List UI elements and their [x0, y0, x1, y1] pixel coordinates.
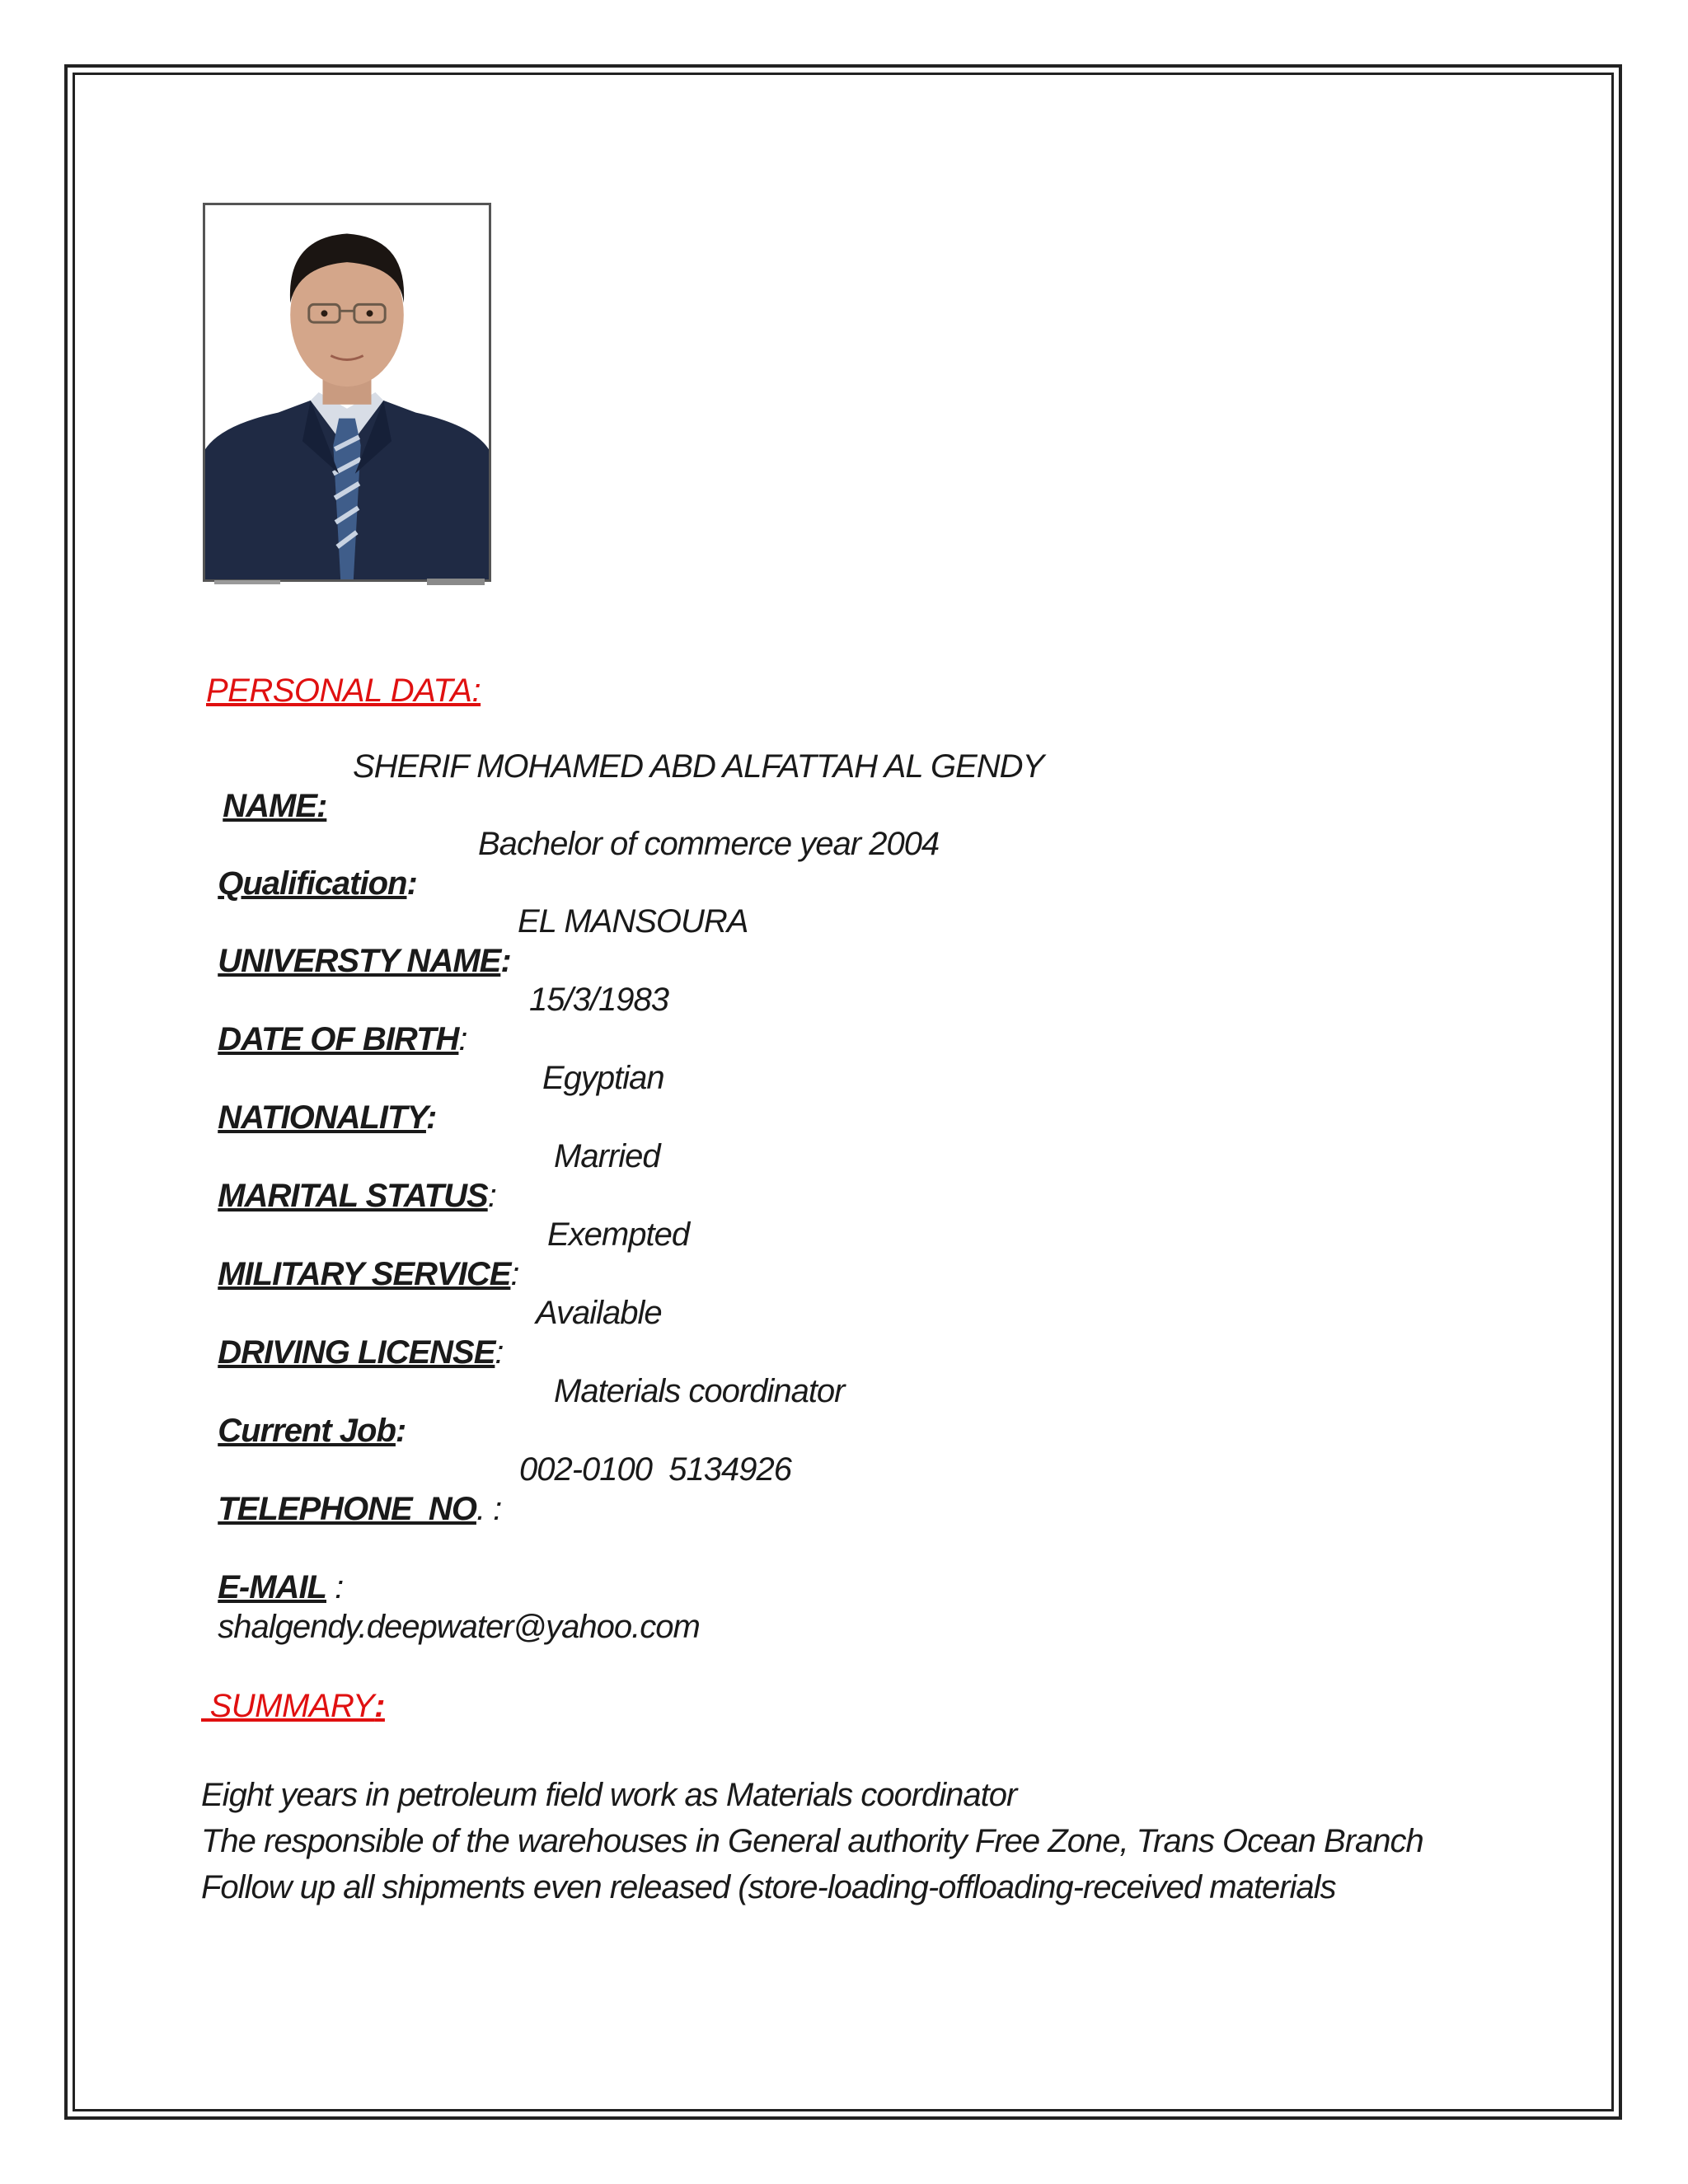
- name-label: NAME:: [223, 788, 327, 824]
- photo-caption-right: [427, 579, 485, 585]
- current-job-value: Materials coordinator: [554, 1373, 845, 1409]
- dob-sep: :: [458, 1021, 467, 1057]
- profile-photo-image: [205, 205, 489, 579]
- summary-heading-text: SUMMARY: [201, 1688, 375, 1724]
- university-value: EL MANSOURA: [518, 903, 748, 940]
- email-value[interactable]: shalgendy.deepwater@yahoo.com: [218, 1609, 700, 1645]
- photo-caption-left: [214, 580, 280, 584]
- telephone-sep: . :: [476, 1491, 502, 1527]
- driving-label: DRIVING LICENSE: [218, 1334, 495, 1371]
- marital-sep: :: [487, 1178, 496, 1214]
- driving-sep: :: [495, 1334, 504, 1371]
- photo-caption-marks: [206, 577, 495, 588]
- qualification-sep: :: [406, 865, 417, 902]
- qualification-label: Qualification: [218, 865, 407, 902]
- university-sep: :: [500, 943, 511, 979]
- profile-photo: [203, 203, 491, 582]
- summary-text: [201, 1772, 1423, 1910]
- telephone-label: TELEPHONE NO: [218, 1491, 476, 1527]
- dob-label: DATE OF BIRTH: [218, 1021, 459, 1057]
- summary-heading-colon: :: [374, 1688, 385, 1724]
- driving-value: Available: [536, 1295, 662, 1331]
- university-label: UNIVERSTY NAME: [218, 943, 501, 979]
- email-row: [201, 1528, 700, 1647]
- nationality-value: Egyptian: [542, 1060, 664, 1096]
- email-sep: :: [326, 1569, 344, 1605]
- personal-data-heading: PERSONAL DATA:: [206, 673, 481, 709]
- dob-value: 15/3/1983: [529, 982, 668, 1018]
- current-job-sep: :: [395, 1413, 406, 1449]
- nationality-label: NATIONALITY: [218, 1099, 426, 1136]
- email-label: E-MAIL: [218, 1569, 326, 1605]
- summary-heading: [201, 1688, 385, 1725]
- name-value: SHERIF MOHAMED ABD ALFATTAH AL GENDY: [353, 748, 1044, 785]
- summary-line-2: The responsible of the warehouses in General authority Free Zone, Trans Ocean Branch: [201, 1823, 1423, 1859]
- marital-value: Married: [554, 1138, 660, 1174]
- military-label: MILITARY SERVICE: [218, 1256, 511, 1292]
- marital-label: MARITAL STATUS: [218, 1178, 488, 1214]
- summary-line-3: Follow up all shipments even released (store-loading-offloading-received materials: [201, 1869, 1336, 1905]
- military-sep: :: [510, 1256, 519, 1292]
- military-value: Exempted: [547, 1216, 690, 1253]
- summary-line-1: Eight years in petroleum field work as Materials coordinator: [201, 1777, 1017, 1813]
- current-job-label: Current Job: [218, 1413, 396, 1449]
- nationality-sep: :: [425, 1099, 437, 1136]
- telephone-value: 002-0100 5134926: [519, 1451, 791, 1488]
- qualification-value: Bachelor of commerce year 2004: [478, 826, 940, 862]
